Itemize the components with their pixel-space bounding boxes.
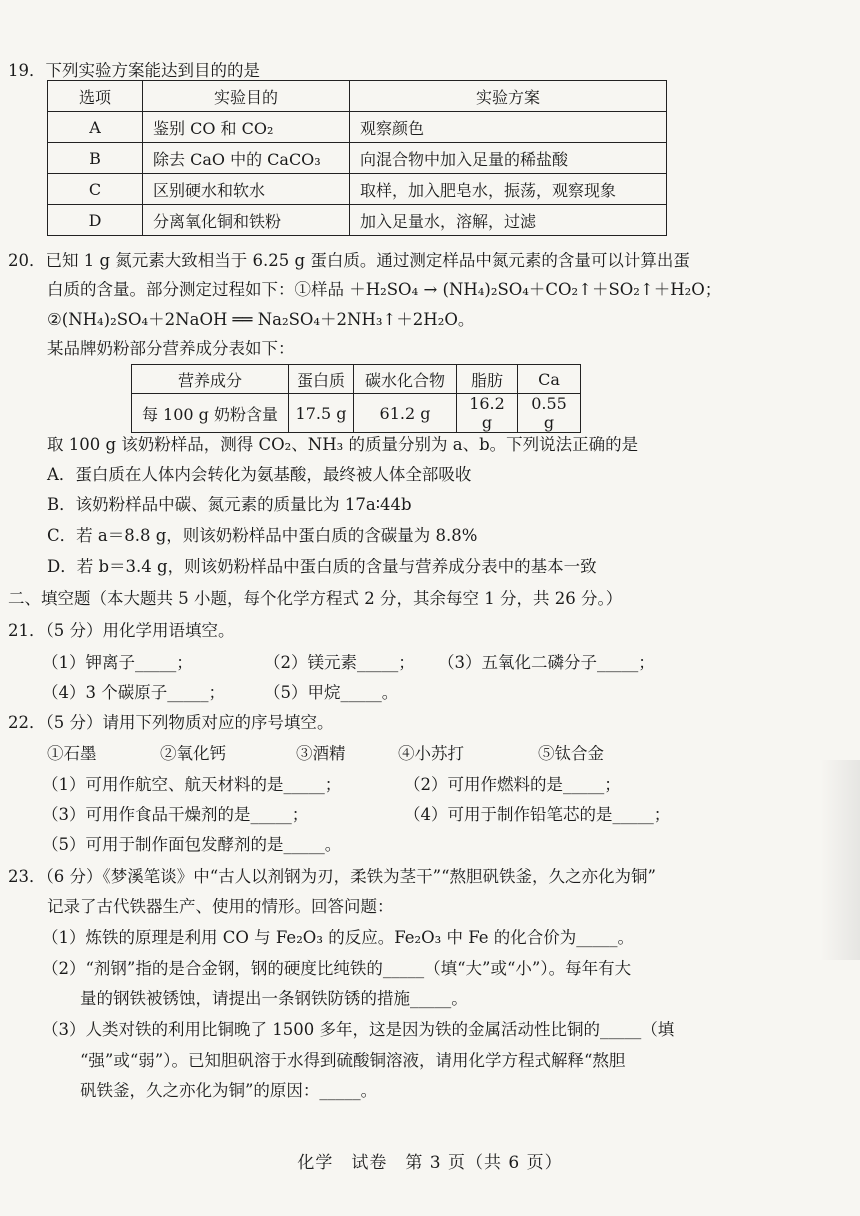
table-cell: 加入足量水，溶解，过滤 <box>350 205 667 236</box>
q23-line8: 矾铁釜，久之亦化为铜”的原因：_____。 <box>80 1081 378 1100</box>
q22-blank-3: （3）可用作食品干燥剂的是_____； <box>42 805 309 824</box>
table-header-cell: 蛋白质 <box>289 365 354 394</box>
q22-item: ①石墨 <box>47 744 97 763</box>
nutrition-table <box>131 364 581 433</box>
table-header-cell: Ca <box>518 365 581 394</box>
table-cell: 向混合物中加入足量的稀盐酸 <box>350 143 667 174</box>
table-row <box>48 205 667 236</box>
table-row <box>48 143 667 174</box>
table-cell: 16.2 g <box>457 394 518 433</box>
q22-blank-5: （5）可用于制作面包发酵剂的是_____。 <box>42 835 342 854</box>
q23-line6: （3）人类对铁的利用比铜晚了 1500 多年，这是因为铁的金属活动性比铜的_____（填 <box>42 1020 675 1039</box>
q20-option-d: D．若 b＝3.4 g，则该奶粉样品中蛋白质的含量与营养成分表中的基本一致 <box>47 557 597 576</box>
q20-option-c: C．若 a＝8.8 g，则该奶粉样品中蛋白质的含碳量为 8.8% <box>47 526 478 545</box>
table-row <box>132 394 581 433</box>
table-header-cell: 实验目的 <box>143 81 350 112</box>
q21-stem: 21．（5 分）用化学用语填空。 <box>8 621 235 640</box>
q23-line5: 量的钢铁被锈蚀，请提出一条钢铁防锈的措施_____。 <box>80 989 468 1008</box>
q20-line4: 某品牌奶粉部分营养成分表如下： <box>47 339 295 358</box>
q22-blank-4: （4）可用于制作铅笔芯的是_____； <box>404 805 671 824</box>
q22-item: ③酒精 <box>296 744 346 763</box>
q20-line2: 白质的含量。部分测定过程如下：①样品 ＋H₂SO₄ → (NH₄)₂SO₄＋CO₂↑＋SO₂↑＋H₂O； <box>47 280 722 299</box>
table-cell: 鉴别 CO 和 CO₂ <box>143 112 350 143</box>
q23-line7: “强”或“弱”）。已知胆矾溶于水得到硫酸铜溶液，请用化学方程式解释“熬胆 <box>80 1051 626 1070</box>
q22-item: ②氧化钙 <box>160 744 226 763</box>
q21-blank-5: （5）甲烷_____。 <box>264 683 399 702</box>
q20-line1: 20．已知 1 g 氮元素大致相当于 6.25 g 蛋白质。通过测定样品中氮元素的含量可以计算出蛋 <box>8 251 690 270</box>
table-row <box>48 174 667 205</box>
page-footer: 化学 试卷 第 3 页（共 6 页） <box>297 1153 563 1173</box>
table-cell: 每 100 g 奶粉含量 <box>132 394 289 433</box>
q20-option-a: A．蛋白质在人体内会转化为氨基酸，最终被人体全部吸收 <box>47 465 472 484</box>
table-cell: A <box>48 112 143 143</box>
table-cell: B <box>48 143 143 174</box>
q23-line3: （1）炼铁的原理是利用 CO 与 Fe₂O₃ 的反应。Fe₂O₃ 中 Fe 的化合价为_____。 <box>42 928 635 947</box>
q21-blank-3: （3）五氧化二磷分子_____； <box>438 653 655 672</box>
q22-item: ④小苏打 <box>398 744 464 763</box>
table-cell: 0.55 g <box>518 394 581 433</box>
table-row <box>48 112 667 143</box>
q21-blank-1: （1）钾离子_____； <box>42 653 193 672</box>
table-header-cell: 选项 <box>48 81 143 112</box>
section-heading: 二、填空题（本大题共 5 小题，每个化学方程式 2 分，其余每空 1 分，共 26 分。） <box>8 589 623 608</box>
q23-line2: 记录了古代铁器生产、使用的情形。回答问题： <box>47 897 394 916</box>
table-cell: D <box>48 205 143 236</box>
q19-stem: 19．下列实验方案能达到目的的是 <box>8 61 260 80</box>
table-cell: C <box>48 174 143 205</box>
table-cell: 取样，加入肥皂水，振荡，观察现象 <box>350 174 667 205</box>
table-cell: 观察颜色 <box>350 112 667 143</box>
table-header-row <box>48 81 667 112</box>
scan-shadow <box>820 760 860 960</box>
q22-item: ⑤钛合金 <box>538 744 604 763</box>
q22-blank-2: （2）可用作燃料的是_____； <box>404 775 621 794</box>
table-cell: 17.5 g <box>289 394 354 433</box>
table-header-cell: 营养成分 <box>132 365 289 394</box>
table-header-cell: 碳水化合物 <box>354 365 457 394</box>
q20-option-b: B．该奶粉样品中碳、氮元素的质量比为 17a∶44b <box>47 495 412 514</box>
table-cell: 61.2 g <box>354 394 457 433</box>
q22-blank-1: （1）可用作航空、航天材料的是_____； <box>42 775 342 794</box>
q23-line1: 23．（6 分）《梦溪笔谈》中“古人以剂钢为刃，柔铁为茎干”“熬胆矾铁釜，久之亦化为铜” <box>8 867 656 886</box>
table-header-cell: 脂肪 <box>457 365 518 394</box>
table-cell: 除去 CaO 中的 CaCO₃ <box>143 143 350 174</box>
table-header-cell: 实验方案 <box>350 81 667 112</box>
q21-blank-2: （2）镁元素_____； <box>264 653 415 672</box>
q21-blank-4: （4）3 个碳原子_____； <box>42 683 225 702</box>
q23-line4: （2）“剂钢”指的是合金钢，钢的硬度比纯铁的_____（填“大”或“小”）。每年有大 <box>42 959 632 978</box>
table-cell: 分离氧化铜和铁粉 <box>143 205 350 236</box>
q19-table <box>47 80 667 236</box>
q20-line3: ②(NH₄)₂SO₄＋2NaOH ══ Na₂SO₄＋2NH₃↑＋2H₂O。 <box>47 310 475 329</box>
q22-stem: 22．（5 分）请用下列物质对应的序号填空。 <box>8 713 334 732</box>
q20-line5: 取 100 g 该奶粉样品，测得 CO₂、NH₃ 的质量分别为 a、b。下列说法正确的是 <box>47 435 639 454</box>
table-cell: 区别硬水和软水 <box>143 174 350 205</box>
table-header-row <box>132 365 581 394</box>
